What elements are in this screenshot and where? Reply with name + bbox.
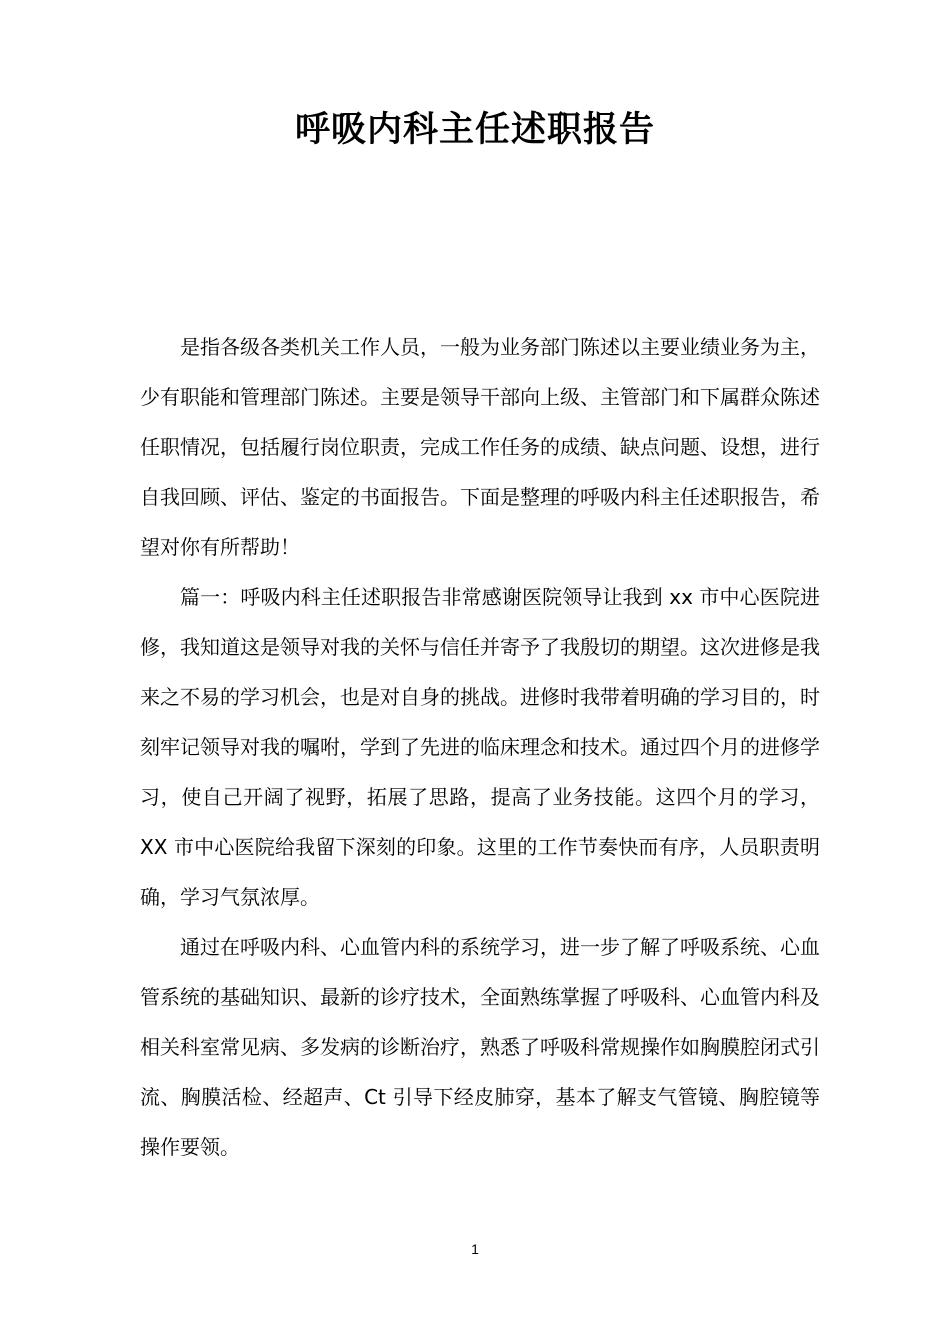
document-body [140, 322, 820, 1172]
paragraph-study: 通过在呼吸内科、心血管内科的系统学习，进一步了解了呼吸系统、心血管系统的基础知识、最新的诊疗技术，全面熟练掌握了呼吸科、心血管内科及相关科室常见病、多发病的诊断治疗，熟悉了呼吸科常规操作如胸膜腔闭式引流、胸膜活检、经超声、Ct 引导下经皮肺穿，基本了解支气管镜、胸腔镜等操作要领。 [140, 935, 820, 1159]
paragraph-intro: 是指各级各类机关工作人员，一般为业务部门陈述以主要业绩业务为主，少有职能和管理部门陈述。主要是领导干部向上级、主管部门和下属群众陈述任职情况，包括履行岗位职责，完成工作任务的成绩、缺点问题、设想，进行自我回顾、评估、鉴定的书面报告。下面是整理的呼吸内科主任述职报告，希望对你有所帮助！ [140, 335, 820, 559]
document-title: 呼吸内科主任述职报告 [294, 110, 655, 150]
paragraph-part-one: 篇一：呼吸内科主任述职报告非常感谢医院领导让我到 xx 市中心医院进修，我知道这是领导对我的关怀与信任并寄予了我殷切的期望。这次进修是我来之不易的学习机会，也是对自身的挑战。进修时我带着明确的学习目的，时刻牢记领导对我的嘱咐，学到了先进的临床理念和技术。通过四个月的进修学习，使自己开阔了视野，拓展了思路，提高了业务技能。这四个月的学习，XX 市中心医院给我留下深刻的印象。这里的工作节奏快而有序，人员职责明确，学习气氛浓厚。 [140, 585, 820, 909]
page-number: 1 [471, 1241, 479, 1257]
